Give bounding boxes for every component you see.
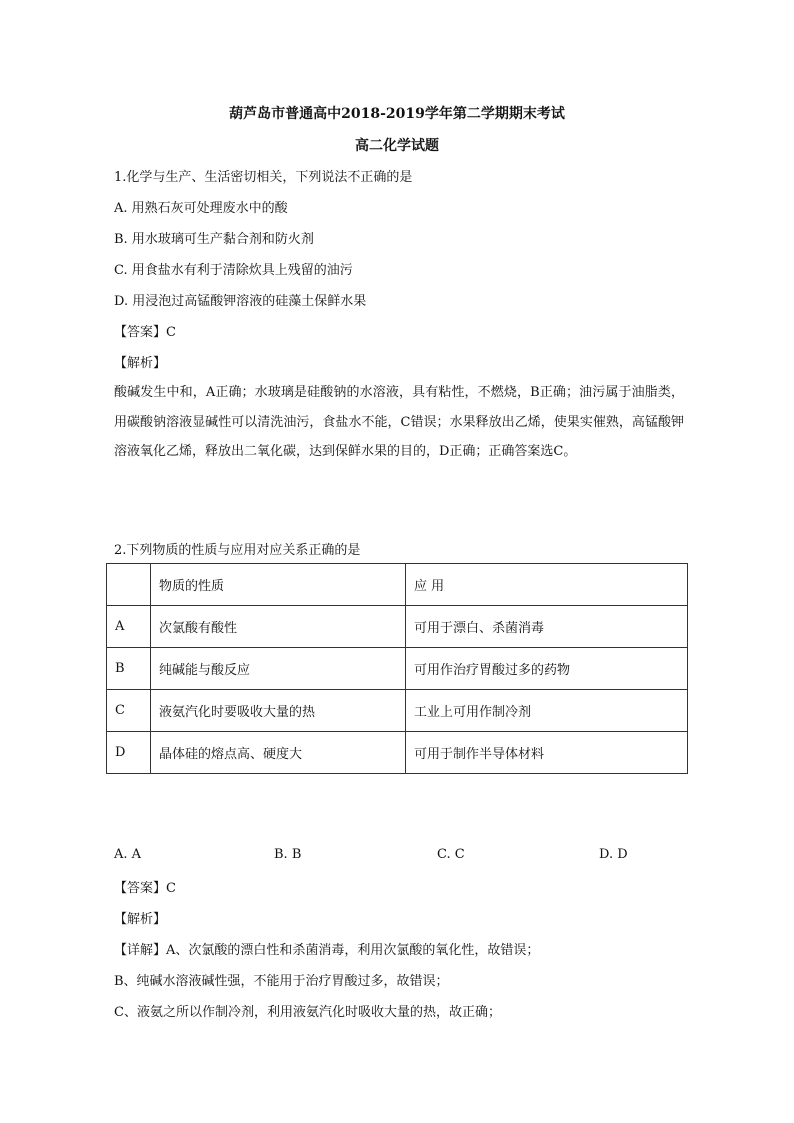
question-1-option-a: A. 用熟石灰可处理废水中的酸	[114, 201, 288, 216]
table-cell: 工业上可用作制冷剂	[406, 690, 688, 732]
question-1-analysis: 酸碱发生中和，A正确；水玻璃是硅酸钠的水溶液，具有粘性，不燃烧，B正确；油污属于油脂类，用碳酸钠溶液显碱性可以清洗油污，食盐水不能，C错误；水果释放出乙烯，使果实催熟，高锰酸钾溶液氧化乙烯，释放出二氧化碳，达到保鲜水果的目的，D正确；正确答案选C。	[114, 385, 684, 459]
table-cell: 纯碱能与酸反应	[151, 648, 406, 690]
table-cell: 次氯酸有酸性	[151, 606, 406, 648]
table-cell: 可用于制作半导体材料	[406, 732, 688, 774]
table-header-row	[107, 564, 688, 606]
table-cell: C	[107, 690, 151, 732]
table-header-cell	[107, 564, 151, 606]
question-2-option-c: C. C	[437, 847, 465, 862]
properties-table	[106, 563, 688, 774]
question-2-option-d: D. D	[599, 847, 628, 862]
exam-subtitle: 高二化学试题	[355, 138, 439, 154]
question-2-answer: 【答案】C	[114, 881, 176, 896]
question-1-option-d: D. 用浸泡过高锰酸钾溶液的硅藻土保鲜水果	[114, 294, 367, 309]
question-2-option-b: B. B	[274, 847, 302, 862]
question-2-option-a: A. A	[114, 847, 142, 862]
question-2-stem: 2.下列物质的性质与应用对应关系正确的是	[114, 543, 361, 558]
table-cell: D	[107, 732, 151, 774]
table-row	[107, 690, 688, 732]
table-cell: 可用作治疗胃酸过多的药物	[406, 648, 688, 690]
table-cell: 晶体硅的熔点高、硬度大	[151, 732, 406, 774]
table-cell: A	[107, 606, 151, 648]
question-1-option-c: C. 用食盐水有利于清除炊具上残留的油污	[114, 263, 353, 278]
question-1-option-b: B. 用水玻璃可生产黏合剂和防火剂	[114, 232, 314, 247]
table-cell: 可用于漂白、杀菌消毒	[406, 606, 688, 648]
table-row	[107, 606, 688, 648]
question-2-detail-c: C、液氨之所以作制冷剂，利用液氨汽化时吸收大量的热，故正确；	[114, 1005, 501, 1020]
table-cell: B	[107, 648, 151, 690]
exam-title: 葫芦岛市普通高中2018-2019学年第二学期期末考试	[229, 106, 565, 122]
question-1-stem: 1.化学与生产、生活密切相关，下列说法不正确的是	[114, 170, 413, 185]
table-cell: 液氨汽化时要吸收大量的热	[151, 690, 406, 732]
question-2-detail-a: 【详解】A、次氯酸的漂白性和杀菌消毒，利用次氯酸的氧化性，故错误；	[114, 943, 540, 958]
question-2-analysis-label: 【解析】	[114, 912, 167, 927]
table-header-cell: 应 用	[406, 564, 688, 606]
question-1-analysis-label: 【解析】	[114, 356, 167, 371]
question-1-answer: 【答案】C	[114, 325, 176, 340]
question-2-detail-b: B、纯碱水溶液碱性强，不能用于治疗胃酸过多，故错误；	[114, 974, 449, 989]
table-row	[107, 732, 688, 774]
table-row	[107, 648, 688, 690]
table-header-cell: 物质的性质	[151, 564, 406, 606]
